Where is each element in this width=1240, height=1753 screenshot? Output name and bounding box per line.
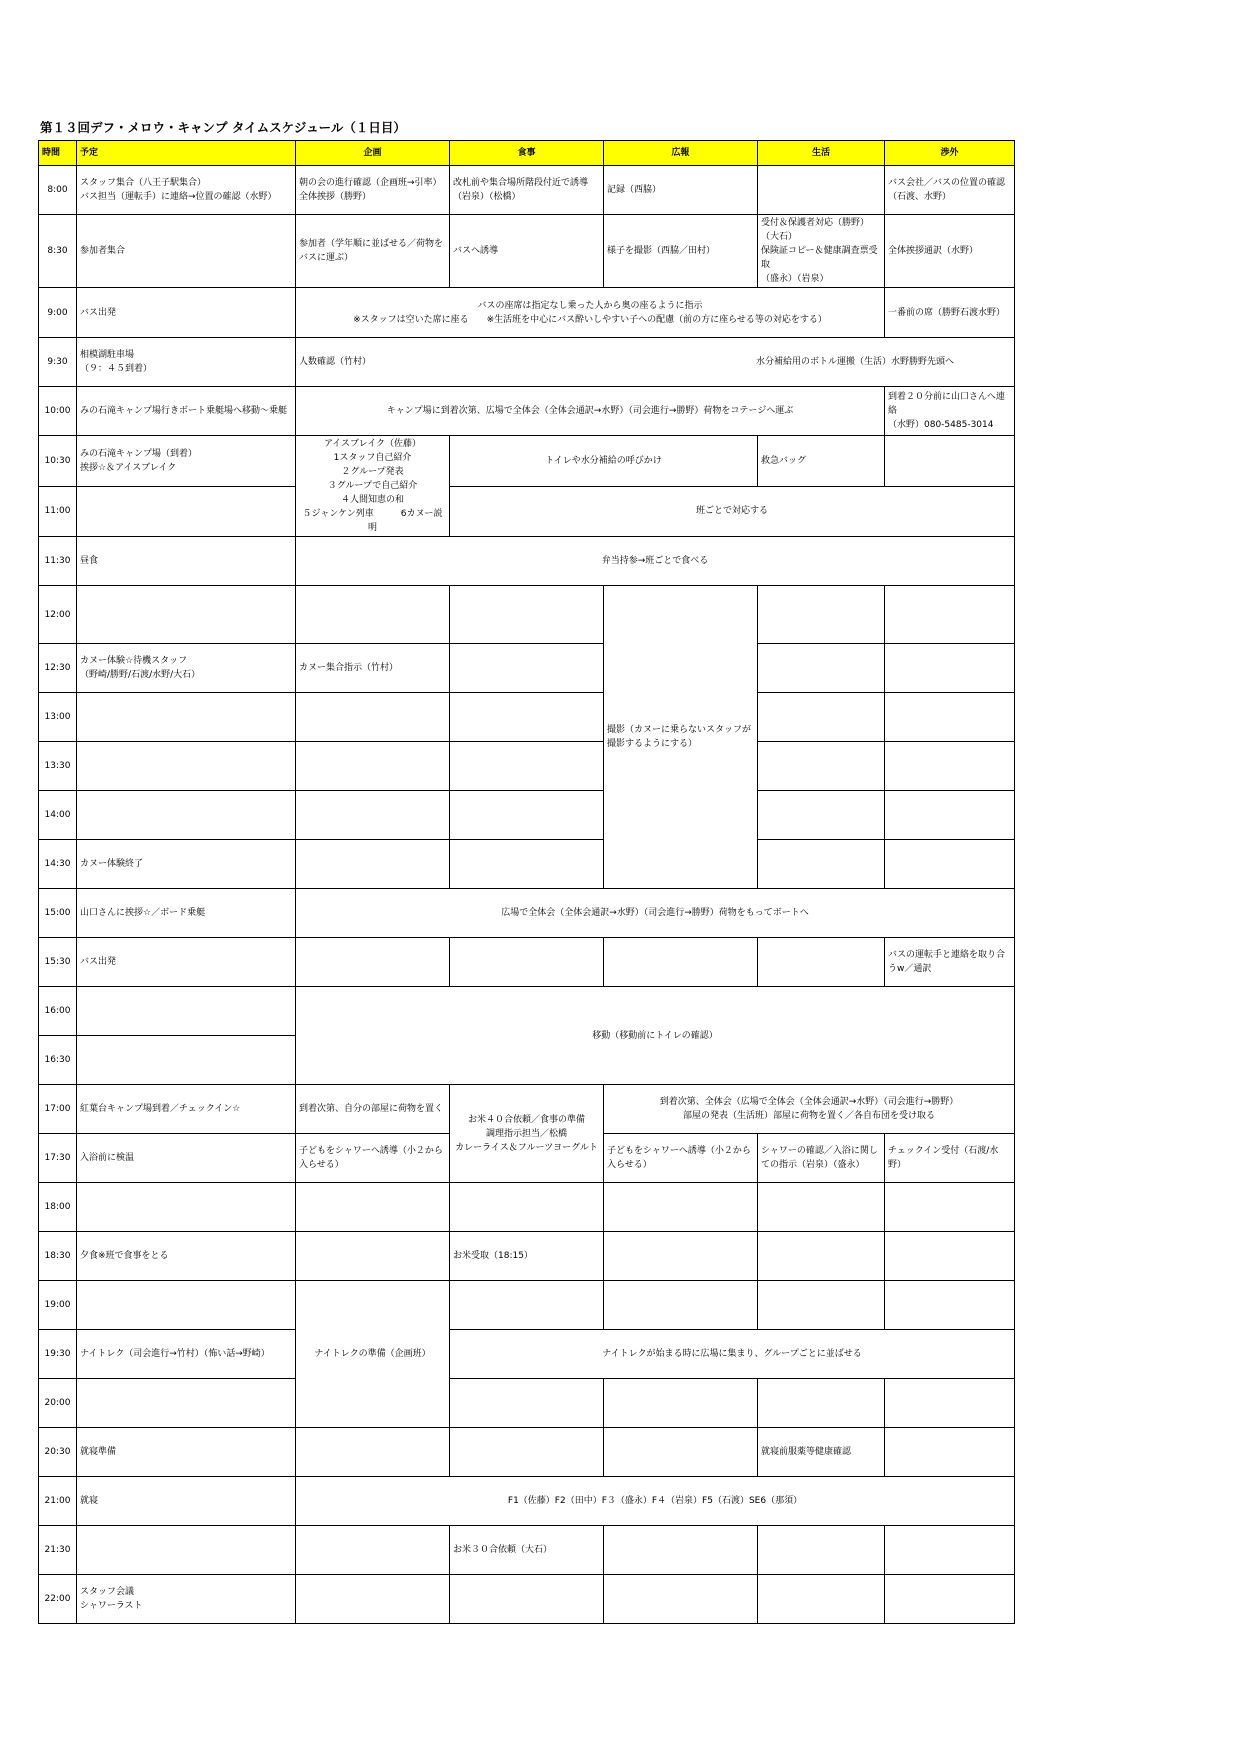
koho-cell (604, 1232, 758, 1281)
time-cell: 17:00 (39, 1085, 77, 1134)
table-row (39, 1085, 1015, 1134)
shokuji-cell (450, 1183, 604, 1232)
table-row (39, 166, 1015, 215)
time-cell: 9:00 (39, 288, 77, 338)
shokuji-cell (450, 644, 604, 693)
plan-cell: 入浴前に検温 (77, 1134, 296, 1183)
shogai-cell (885, 1575, 1015, 1624)
plan-cell: 夕食※班で食事をとる (77, 1232, 296, 1281)
plan-cell: 紅葉台キャンプ場到着／チェックイン☆ (77, 1085, 296, 1134)
kikaku-cell: ナイトレクの準備（企画班） (296, 1281, 450, 1428)
koho-cell: 様子を撮影（西脇／田村） (604, 215, 758, 288)
time-cell: 14:30 (39, 840, 77, 889)
koho-cell (604, 1428, 758, 1477)
shokuji-cell: 改札前や集合場所階段付近で誘導 （岩泉）（松橋） (450, 166, 604, 215)
time-cell: 10:00 (39, 387, 77, 436)
shogai-cell (885, 1428, 1015, 1477)
time-cell: 13:30 (39, 742, 77, 791)
time-cell: 16:00 (39, 987, 77, 1036)
plan-cell (77, 1526, 296, 1575)
seikatsu-cell (758, 166, 885, 215)
seikatsu-cell: 救急バッグ (758, 436, 885, 487)
merged-cell: キャンプ場に到着次第、広場で全体会（全体会通訳→水野）（司会進行→勝野）荷物をコテージへ運ぶ (296, 387, 885, 436)
header-shogai: 渉外 (885, 141, 1015, 166)
kikaku-cell: 参加者（学年順に並ばせる／荷物をバスに運ぶ） (296, 215, 450, 288)
koho-cell: 記録（西脇） (604, 166, 758, 215)
seikatsu-cell: 就寝前服薬等健康確認 (758, 1428, 885, 1477)
plan-cell (77, 586, 296, 644)
shokuji-cell (450, 693, 604, 742)
shokuji-cell (450, 742, 604, 791)
table-row (39, 215, 1015, 288)
kikaku-cell (296, 1575, 450, 1624)
shokuji-cell (450, 1281, 604, 1330)
table-row (39, 387, 1015, 436)
shokuji-cell: お米受取（18:15） (450, 1232, 604, 1281)
shogai-cell: バス会社／バスの位置の確認 （石渡、水野） (885, 166, 1015, 215)
time-cell: 19:30 (39, 1330, 77, 1379)
time-cell: 21:00 (39, 1477, 77, 1526)
table-row (39, 889, 1015, 938)
kikaku-cell: 到着次第、自分の部屋に荷物を置く (296, 1085, 450, 1134)
table-row (39, 791, 1015, 840)
time-cell: 16:30 (39, 1036, 77, 1085)
seikatsu-cell (758, 742, 885, 791)
plan-cell: みの石滝キャンプ場行きボート乗艇場へ移動～乗艇 (77, 387, 296, 436)
plan-cell: 就寝 (77, 1477, 296, 1526)
merged-text: 水分補給用のボトル運搬（生活）水野勝野先頭へ (755, 357, 954, 367)
table-row (39, 1428, 1015, 1477)
table-row (39, 586, 1015, 644)
kikaku-cell (296, 938, 450, 987)
time-cell: 8:00 (39, 166, 77, 215)
time-cell: 8:30 (39, 215, 77, 288)
kikaku-text: 人数確認（竹村） (299, 357, 372, 367)
shokuji-cell (450, 1379, 604, 1428)
kikaku-cell (296, 693, 450, 742)
shogai-cell (885, 1526, 1015, 1575)
shokuji-cell (450, 840, 604, 889)
seikatsu-cell: 受付＆保護者対応（勝野） （大石） 保険証コピー＆健康調査票受取 （盛永）（岩泉） (758, 215, 885, 288)
header-plan: 予定 (77, 141, 296, 166)
shokuji-cell: お米４０合依頼／食事の準備 調理指示担当／松橋 カレーライス＆フルーツヨーグルト (450, 1085, 604, 1183)
seikatsu-cell (758, 693, 885, 742)
time-cell: 15:30 (39, 938, 77, 987)
time-cell: 12:30 (39, 644, 77, 693)
plan-cell: スタッフ会議 シャワーラスト (77, 1575, 296, 1624)
kikaku-cell (296, 840, 450, 889)
shogai-cell (885, 1183, 1015, 1232)
plan-cell: バス出発 (77, 288, 296, 338)
merged-cell (296, 338, 1015, 387)
shogai-cell (885, 1232, 1015, 1281)
plan-cell: スタッフ集合（八王子駅集合） バス担当（運転手）に連絡→位置の確認（水野） (77, 166, 296, 215)
table-row (39, 1575, 1015, 1624)
koho-cell (604, 1526, 758, 1575)
seikatsu-cell (758, 791, 885, 840)
koho-cell: 撮影（カヌーに乗らないスタッフが撮影するようにする） (604, 586, 758, 889)
kikaku-cell (296, 1526, 450, 1575)
plan-cell: 山口さんに挨拶☆／ボード乗艇 (77, 889, 296, 938)
shokuji-cell: お米３０合依頼（大石） (450, 1526, 604, 1575)
time-cell: 13:00 (39, 693, 77, 742)
plan-cell: みの石滝キャンプ場（到着） 挨拶☆＆アイスブレイク (77, 436, 296, 487)
time-cell: 11:30 (39, 537, 77, 586)
plan-cell: ナイトレク（司会進行→竹村）（怖い話→野崎） (77, 1330, 296, 1379)
merged-cell: 移動（移動前にトイレの確認） (296, 987, 1015, 1085)
merged-cell: バスの座席は指定なし乗った人から奥の座るように指示 ※スタッフは空いた席に座る ※生活班を中心にバス酔いしやすい子への配慮（前の方に座らせる等の対応をする） (296, 288, 885, 338)
time-cell: 20:30 (39, 1428, 77, 1477)
table-row (39, 938, 1015, 987)
koho-cell (604, 1183, 758, 1232)
time-cell: 21:30 (39, 1526, 77, 1575)
seikatsu-cell (758, 1281, 885, 1330)
plan-cell: 昼食 (77, 537, 296, 586)
shokuji-cell (450, 791, 604, 840)
shogai-cell (885, 436, 1015, 487)
table-row (39, 338, 1015, 387)
table-row (39, 644, 1015, 693)
table-row (39, 1183, 1015, 1232)
plan-cell: カヌー体験☆待機スタッフ （野崎/勝野/石渡/水野/大石） (77, 644, 296, 693)
header-koho: 広報 (604, 141, 758, 166)
merged-cell: F1（佐藤）F2（田中）F３（盛永）F４（岩泉）F5（石渡）SE6（那須） (296, 1477, 1015, 1526)
table-row (39, 693, 1015, 742)
seikatsu-cell (758, 644, 885, 693)
plan-cell (77, 1281, 296, 1330)
seikatsu-cell (758, 938, 885, 987)
plan-cell: 相模湖駐車場 （９：４５到着） (77, 338, 296, 387)
seikatsu-cell (758, 1379, 885, 1428)
shokuji-cell (450, 1428, 604, 1477)
shokuji-cell (450, 938, 604, 987)
shogai-cell: チェックイン受付（石渡/水野） (885, 1134, 1015, 1183)
merged-cell: 広場で全体会（全体会通訳→水野）（司会進行→勝野）荷物をもってボートへ (296, 889, 1015, 938)
table-row (39, 436, 1015, 487)
shogai-cell (885, 840, 1015, 889)
table-row (39, 1477, 1015, 1526)
table-row (39, 1281, 1015, 1330)
seikatsu-cell (758, 586, 885, 644)
time-cell: 11:00 (39, 486, 77, 537)
table-row (39, 987, 1015, 1036)
shogai-cell (885, 791, 1015, 840)
kikaku-cell (296, 1183, 450, 1232)
seikatsu-cell (758, 840, 885, 889)
table-row (39, 537, 1015, 586)
header-shokuji: 食事 (450, 141, 604, 166)
time-cell: 14:00 (39, 791, 77, 840)
seikatsu-cell (758, 1232, 885, 1281)
time-cell: 22:00 (39, 1575, 77, 1624)
time-cell: 9:30 (39, 338, 77, 387)
merged-cell: 到着次第、全体会（広場で全体会（全体会通訳→水野）（司会進行→勝野） 部屋の発表（生活班）部屋に荷物を置く／各自布団を受け取る (604, 1085, 1015, 1134)
koho-cell (604, 1575, 758, 1624)
shogai-cell (885, 742, 1015, 791)
time-cell: 12:00 (39, 586, 77, 644)
time-cell: 19:00 (39, 1281, 77, 1330)
plan-cell: バス出発 (77, 938, 296, 987)
kikaku-cell: 子どもをシャワーへ誘導（小２から入らせる） (296, 1134, 450, 1183)
table-row (39, 486, 1015, 537)
document-title: 第１３回デフ・メロウ・キャンプ タイムスケジュール（１日目） (40, 120, 406, 135)
table-row (39, 288, 1015, 338)
koho-cell (604, 1379, 758, 1428)
plan-cell (77, 693, 296, 742)
table-row (39, 840, 1015, 889)
header-time: 時間 (39, 141, 77, 166)
shokuji-cell (450, 1575, 604, 1624)
plan-cell (77, 791, 296, 840)
shokuji-cell (450, 586, 604, 644)
shokuji-cell: バスへ誘導 (450, 215, 604, 288)
merged-cell: ナイトレクが始まる時に広場に集まり、グループごとに並ばせる (450, 1330, 1015, 1379)
shogai-cell: 到着２０分前に山口さんへ連絡 （水野）080-5485-3014 (885, 387, 1015, 436)
header-row (39, 141, 1015, 166)
shogai-cell (885, 586, 1015, 644)
seikatsu-cell (758, 1183, 885, 1232)
kikaku-cell (296, 791, 450, 840)
koho-cell (604, 1281, 758, 1330)
seikatsu-cell: シャワーの確認／入浴に関しての指示（岩泉）（盛永） (758, 1134, 885, 1183)
table-row (39, 1526, 1015, 1575)
kikaku-cell (296, 586, 450, 644)
koho-cell: 子どもをシャワーへ誘導（小２から入らせる） (604, 1134, 758, 1183)
header-kikaku: 企画 (296, 141, 450, 166)
shogai-cell: バスの運転手と連絡を取り合うw／通訳 (885, 938, 1015, 987)
plan-cell (77, 1036, 296, 1085)
time-cell: 18:00 (39, 1183, 77, 1232)
shogai-cell (885, 1379, 1015, 1428)
koho-cell (604, 938, 758, 987)
schedule-table (38, 140, 1015, 1624)
plan-cell (77, 1183, 296, 1232)
plan-cell (77, 742, 296, 791)
shogai-cell (885, 1281, 1015, 1330)
plan-cell (77, 486, 296, 537)
table-row (39, 1330, 1015, 1379)
shogai-cell (885, 644, 1015, 693)
time-cell: 10:30 (39, 436, 77, 487)
time-cell: 20:00 (39, 1379, 77, 1428)
kikaku-cell (296, 742, 450, 791)
table-row (39, 1379, 1015, 1428)
plan-cell (77, 1379, 296, 1428)
plan-cell: カヌー体験終了 (77, 840, 296, 889)
table-row (39, 742, 1015, 791)
kikaku-cell: アイスブレイク（佐藤） 1スタッフ自己紹介 ２グループ発表 ３グループで自己紹介 ４人間知恵の和 ５ジャンケン列車 6カヌー説明 (296, 436, 450, 537)
seikatsu-cell (758, 1526, 885, 1575)
kikaku-cell (296, 1428, 450, 1477)
shogai-cell: 一番前の席（勝野石渡水野） (885, 288, 1015, 338)
shogai-cell (885, 693, 1015, 742)
merged-cell: 班ごとで対応する (450, 486, 1015, 537)
time-cell: 17:30 (39, 1134, 77, 1183)
kikaku-cell: カヌー集合指示（竹村） (296, 644, 450, 693)
time-cell: 18:30 (39, 1232, 77, 1281)
seikatsu-cell (758, 1575, 885, 1624)
kikaku-cell: 朝の会の進行確認（企画班→引率） 全体挨拶（勝野） (296, 166, 450, 215)
time-cell: 15:00 (39, 889, 77, 938)
table-row (39, 1232, 1015, 1281)
plan-cell: 参加者集合 (77, 215, 296, 288)
kikaku-cell (296, 1232, 450, 1281)
plan-cell: 就寝準備 (77, 1428, 296, 1477)
merged-cell: トイレや水分補給の呼びかけ (450, 436, 758, 487)
merged-cell: 弁当持参→班ごとで食べる (296, 537, 1015, 586)
plan-cell (77, 987, 296, 1036)
header-seikatsu: 生活 (758, 141, 885, 166)
shogai-cell: 全体挨拶通訳（水野） (885, 215, 1015, 288)
